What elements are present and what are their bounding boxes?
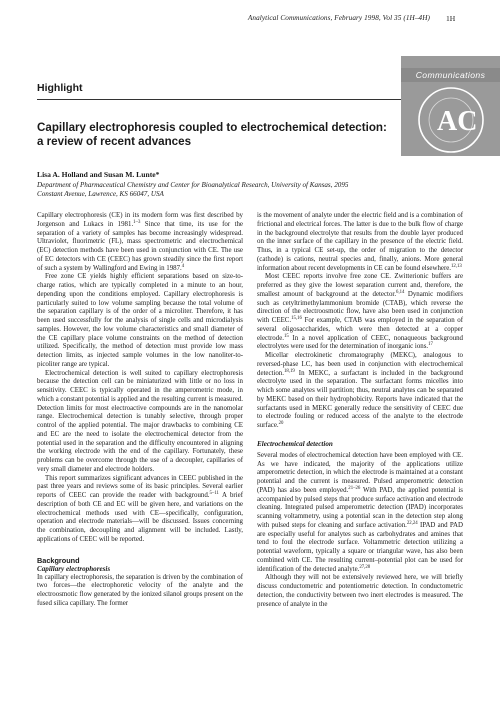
column-left: [37, 212, 243, 609]
paragraph: Capillary electrophoresis (CE) in its modern form was first described by Jorgenson and Lukacs in 1981.$^{1-3}$ Since that time, its use for the separation of a variety of samples has become increasingly widespread. Ultraviolet, fluorimetric (FL), mass spectrometric and electrochemical (EC) detection methods have been used in conjunction with CE. The use of EC detectors with CE (CEEC) has grown steadily since the first report of such a system by Wallingford and Ewing in 1987.$^4$: [37, 212, 243, 272]
journal-logo: [401, 56, 500, 156]
paragraph: Electrochemical detection is well suited to capillary electrophoresis because the detection cell can be miniaturized with little or no loss in sensitivity. CEEC is typically operated in the amperometric mode, in which a constant potential is applied and the resulting current is measured. Detection limits for most electroactive compounds are in the nanomolar range. Electrochemical detection is tunably selective, through proper control of the applied potential. The major drawbacks to combining CE and EC are the need to isolate the electrochemical detector from the potential used in the separation and the difficulty encountered in aligning the working electrode with the end of the capillary. Fortunately, these problems can be overcome through the use of a decoupler, capillaries of very small diameter and electrode holders.: [37, 369, 243, 473]
article-title: Capillary electrophoresis coupled to electrochemical detection: a review of recent advances: [37, 121, 387, 149]
article-affiliation: Department of Pharmaceutical Chemistry and Center for Bioanalytical Research, University of Kansas, 2095 Constant Avenue, Lawrence, KS 66047, USA: [37, 181, 349, 198]
paragraph: Micellar electrokinetic chromatography (MEKC), analogous to reversed-phase LC, has been used in conjunction with electrochemical detection.$^{18,19}$ In MEKC, a surfactant is included in the background electrolyte used in the separation. The surfactant forms micelles into which some analytes will partition; thus, neutral analytes can be separated by MEKC based on their hydrophobicity. Reports have indicated that the surfactants used in MEKC generally reduce the sensitivity of CEEC due to electrode fouling or reduced access of the analyte to the electrode surface.$^{20}$: [257, 352, 463, 429]
heading-capillary-electrophoresis: Capillary electrophoresis: [37, 564, 111, 573]
logo-band-text: Communications: [401, 68, 500, 82]
paragraph: This report summarizes significant advances in CEEC published in the past three years and reviews some of its basic principles. Several earlier reports of CEEC can provide the reader with background.$^{5-11}$ A brief description of both CE and EC will be given here, and variations on the electrochemical methods used with CE—specifically, configuration, operation and electrode materials—will be discussed. Issues concerning the combination, decoupling and alignment will be included. Lastly, applications of CEEC will be reported.: [37, 474, 243, 543]
heading-background: Background: [37, 555, 80, 565]
article-authors: Lisa A. Holland and Susan M. Lunte*: [37, 170, 160, 179]
paragraph: Free zone CE yields highly efficient separations based on size-to-charge ratios, which are typically completed in a minute to an hour, depending upon the conditions employed. Capillary electrophoresis is particularly suited to low volume sampling because the total volume of the separation capillary is of the order of a microliter. Therefore, it has been used successfully for the analysis of single cells and microdialysis samples. However, the low volume characteristics and small diameter of the CE capillary place volume constraints on the method of detection utilized. Specifically, the method of detection must provide low mass detection limits, as injected sample volumes in the low nanoliter-to-picoliter range are typical.: [37, 273, 243, 368]
paragraph: Most CEEC reports involve free zone CE. Zwitterionic buffers are preferred as they give the lowest separation current and, therefore, the smallest amount of background at the detector.$^{6,14}$ Dynamic modifiers such as cetyltrimethylammonium bromide (CTAB), which reverse the direction of the electroosmotic flow, have also been used in conjunction with CEEC.$^{15,16}$ For example, CTAB was employed in the separation of several oligosaccharides, which were then detected at a copper electrode.$^{15}$ In a novel application of CEEC, nonaqueous background electrolytes were used for the determination of inorganic ions.$^{17}$: [257, 273, 464, 351]
paragraph: is the movement of analyte under the electric field and is a combination of frictional and electrical forces. The latter is due to the bulk flow of charge in the background electrolyte that results from the double layer produced on the inner surface of the capillary in the presence of the electric field. Thus, in a typical CE set-up, the order of migration to the detector (cathode) is cations, neutral species and, finally, anions. More general information about recent developments in CE can be found elsewhere.$^{12,13}$: [257, 212, 463, 272]
column-right: [257, 212, 463, 609]
heading-electrochemical-detection: Electrochemical detection: [257, 439, 333, 448]
logo-letters: AC: [437, 106, 478, 137]
journal-header: Analytical Communications, February 1998, Vol 35 (1H–4H): [247, 14, 430, 22]
section-label: Highlight: [37, 82, 83, 94]
page-number: 1H: [446, 14, 456, 23]
paragraph: In capillary electrophoresis, the separation is driven by the combination of two forces—the electrophoretic velocity of the analyte and the electroosmotic flow generated by the ionized silanol groups present on the fused silica capillary. The former: [37, 573, 243, 607]
section-rule-top: [37, 99, 401, 100]
paragraph: Several modes of electrochemical detection have been employed with CE. As we have indicated, the majority of the applications utilize amperometric detection, in which the electrode is maintained at a constant potential and the current is measured. Pulsed amperometric detection (PAD) has also been employed.$^{21-26}$ With PAD, the applied potential is accompanied by pulsed steps that produce surface activation and electrode cleaning. Integrated pulsed amperometric detection (IPAD) incorporates scanning voltammetry, using a potential scan in the detection step along with pulsed steps for cleaning and surface activation.$^{22,24}$ IPAD and PAD are especially useful for analytes such as carbohydrates and amines that tend to foul the electrode surface. Voltammetric detection utilizing a potential waveform, typically a square or triangular wave, has also been combined with CE. The resulting current–potential plot can be used for identification of the detected analyte.$^{27,28}$: [257, 451, 464, 573]
paragraph: Although they will not be extensively reviewed here, we will briefly discuss conductometric and potentiometric detection. In conductometric detection, the conductivity between two inert electrodes is measured. The presence of analyte in the: [257, 574, 463, 608]
